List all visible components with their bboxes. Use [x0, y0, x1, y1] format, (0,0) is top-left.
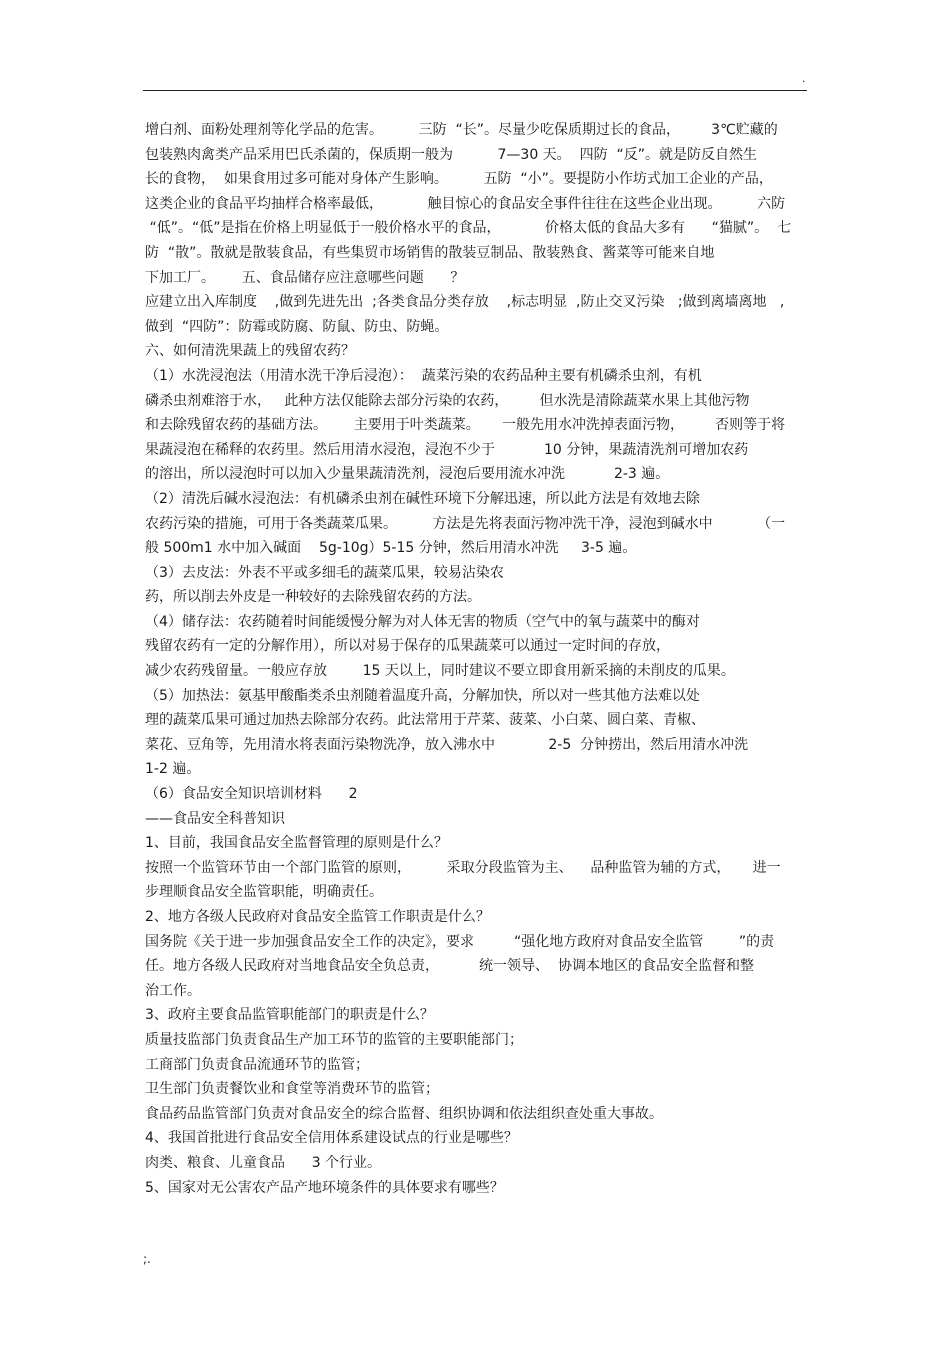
text-line: 包装熟肉禽类产品采用巴氏杀菌的，保质期一般为 7—30 天。 四防 “反”。就是防反自然生 — [145, 146, 757, 163]
header-mark: . — [802, 72, 806, 85]
text-line: 这类企业的食品平均抽样合格率最低， 触目惊心的食品安全事件往往在这些企业出现。 六防 — [145, 195, 786, 212]
text-line: 食品药品监管部门负责对食品安全的综合监督、组织协调和依法组织查处重大事故。 — [145, 1105, 663, 1122]
question-line: 3、政府主要食品监管职能部门的职责是什么？ — [145, 1007, 434, 1024]
text-line: 般 500m1 水中加入碱面 5g-10g）5-15 分钟，然后用清水冲洗 3-5 遍。 — [145, 540, 637, 557]
text-line: 肉类、粮食、儿童食品 3 个行业。 — [145, 1154, 382, 1171]
text-line: ——食品安全科普知识 — [145, 810, 285, 827]
text-line: 农药污染的措施，可用于各类蔬菜瓜果。 方法是先将表面污物冲洗干净，浸泡到碱水中 （一 — [145, 515, 786, 532]
text-line: 治工作。 — [145, 982, 201, 999]
text-line: （6）食品安全知识培训材料 2 — [145, 786, 358, 803]
text-line: 下加工厂。 五、食品储存应注意哪些问题 ？ — [145, 269, 465, 286]
text-line: 减少农药残留量。一般应存放 15 天以上，同时建议不要立即食用新采摘的未削皮的瓜果。 — [145, 663, 735, 680]
text-line: 菜花、豆角等，先用清水将表面污染物洗净，放入沸水中 2-5 分钟捞出，然后用清水冲洗 — [145, 736, 749, 753]
text-line: 增白剂、面粉处理剂等化学品的危害。 三防 “长”。尽量少吃保质期过长的食品， 3℃贮藏的 — [145, 122, 778, 138]
text-line: “低”。“低”是指在价格上明显低于一般价格水平的食品， 价格太低的食品大多有 “猫腻”。 七 — [145, 220, 792, 237]
text-line: 1-2 遍。 — [145, 761, 201, 778]
question-line: 5、国家对无公害农产品产地环境条件的具体要求有哪些？ — [145, 1179, 504, 1196]
text-line: 果蔬浸泡在稀释的农药里。然后用清水浸泡，浸泡不少于 10 分钟，果蔬清洗剂可增加农药 — [145, 441, 749, 458]
footer-mark: ;. — [143, 1252, 151, 1266]
text-line: 理的蔬菜瓜果可通过加热去除部分农药。此法常用于芹菜、菠菜、小白菜、圆白菜、青椒、 — [145, 712, 705, 729]
text-line: 应建立出入库制度 ,做到先进先出 ;各类食品分类存放 ,标志明显 ,防止交叉污染 ;做到离墙离地 , — [145, 294, 785, 311]
text-line: 国务院《关于进一步加强食品安全工作的决定》，要求 “强化地方政府对食品安全监管 ”的责 — [145, 933, 775, 950]
question-line: 2、地方各级人民政府对食品安全监管工作职责是什么？ — [145, 909, 490, 925]
text-line: 的溶出，所以浸泡时可以加入少量果蔬清洗剂，浸泡后要用流水冲洗 2-3 遍。 — [145, 466, 670, 483]
text-line: 做到 “四防”：防霉或防腐、防鼠、防虫、防蝇。 — [145, 318, 449, 335]
question-line: 1、目前，我国食品安全监督管理的原则是什么？ — [145, 835, 448, 852]
question-line: 4、我国首批进行食品安全信用体系建设试点的行业是哪些？ — [145, 1130, 518, 1147]
text-line: 残留农药有一定的分解作用），所以对易于保存的瓜果蔬菜可以通过一定时间的存放， — [145, 638, 670, 655]
text-line: （3）去皮法：外表不平或多细毛的蔬菜瓜果，较易沾染农 — [145, 564, 504, 581]
text-line: 磷杀虫剂难溶于水， 此种方法仅能除去部分污染的农药， 但水洗是清除蔬菜水果上其他污物 — [145, 392, 750, 409]
text-line: 药，所以削去外皮是一种较好的去除残留农药的方法。 — [145, 589, 481, 606]
text-line: （4）储存法：农药随着时间能缓慢分解为对人体无害的物质（空气中的氧与蔬菜中的酶对 — [145, 613, 700, 630]
text-line: 防 “散”。散就是散装食品，有些集贸市场销售的散装豆制品、散装熟食、酱菜等可能来自地 — [145, 244, 715, 261]
text-line: 卫生部门负责餐饮业和食堂等消费环节的监管； — [145, 1081, 439, 1098]
text-line: 工商部门负责食品流通环节的监管； — [145, 1056, 369, 1073]
text-line: 步理顺食品安全监管职能，明确责任。 — [145, 884, 383, 901]
body-text — [145, 118, 809, 1200]
text-line: 质量技监部门负责食品生产加工环节的监管的主要职能部门； — [145, 1031, 523, 1048]
text-line: 任。地方各级人民政府对当地食品安全负总责， 统一领导、 协调本地区的食品安全监督和整 — [145, 958, 754, 975]
section-heading: 六、如何清洗果蔬上的残留农药？ — [145, 343, 355, 360]
text-line: 和去除残留农药的基础方法。 主要用于叶类蔬菜。 一般先用水冲洗掉表面污物， 否则等于将 — [145, 417, 786, 434]
header-rule — [143, 90, 807, 91]
text-line: （2）清洗后碱水浸泡法：有机磷杀虫剂在碱性环境下分解迅速，所以此方法是有效地去除 — [145, 490, 700, 507]
text-line: 长的食物， 如果食用过多可能对身体产生影响。 五防 “小”。要提防小作坊式加工企业的产品， — [145, 171, 773, 188]
text-line: 按照一个监管环节由一个部门监管的原则， 采取分段监管为主、 品种监管为辅的方式， 进一 — [145, 859, 781, 876]
text-line: （1）水洗浸泡法（用清水洗干净后浸泡）： 蔬菜污染的农药品种主要有机磷杀虫剂，有机 — [145, 367, 702, 384]
text-line: （5）加热法：氨基甲酸酯类杀虫剂随着温度升高，分解加快，所以对一些其他方法难以处 — [145, 687, 700, 704]
